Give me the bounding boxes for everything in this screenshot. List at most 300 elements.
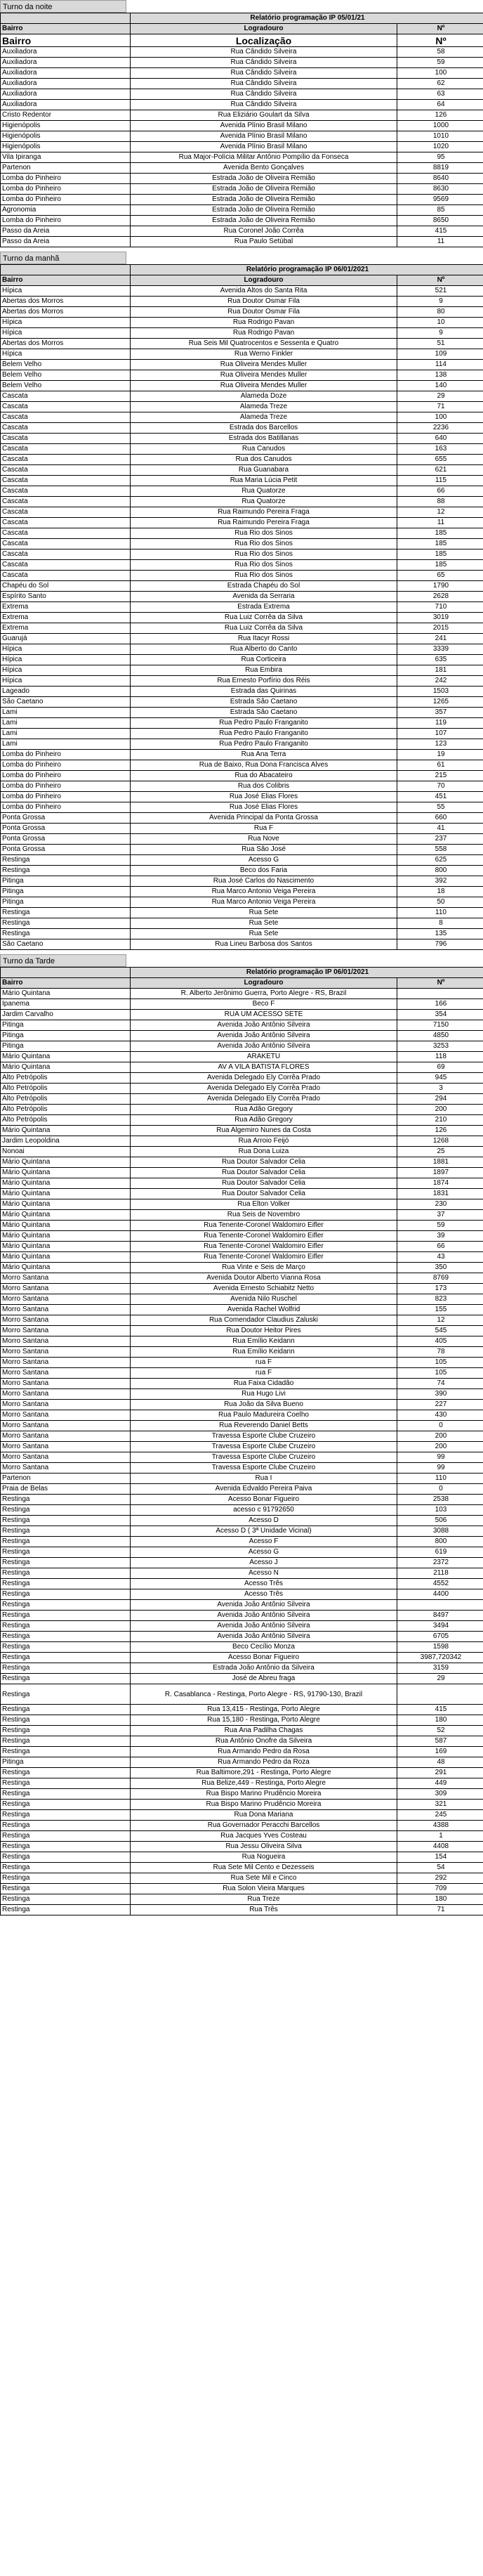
number-cell: 118 (397, 1052, 483, 1062)
logradouro-cell: ARAKETU (131, 1052, 397, 1062)
bairro-cell: Hípica (1, 349, 131, 360)
logradouro-cell: Rua Nogueira (131, 1852, 397, 1863)
number-cell: 99 (397, 1452, 483, 1463)
bairro-cell: Restinga (1, 1768, 131, 1778)
logradouro-cell: Avenida Plínio Brasil Milano (131, 142, 397, 152)
bairro-cell: Restinga (1, 908, 131, 918)
bairro-cell: Cascata (1, 423, 131, 434)
logradouro-cell: Rua Cândido Silveira (131, 68, 397, 79)
number-cell: 1881 (397, 1157, 483, 1168)
table-row (1, 1789, 483, 1800)
number-cell: 292 (397, 1873, 483, 1884)
table-row (1, 1778, 483, 1789)
logradouro-cell: Acesso N (131, 1568, 397, 1579)
bairro-cell: Restinga (1, 866, 131, 876)
table-row (1, 1210, 483, 1221)
table-row (1, 1305, 483, 1315)
bairro-cell: Lomba do Pinheiro (1, 802, 131, 813)
bairro-cell: Restinga (1, 855, 131, 866)
table-row (1, 1452, 483, 1463)
table-row (1, 613, 483, 623)
bairro-cell: Cascata (1, 539, 131, 549)
table-row (1, 1715, 483, 1726)
number-cell: 155 (397, 1305, 483, 1315)
number-cell: 294 (397, 1094, 483, 1105)
logradouro-cell: Alameda Treze (131, 412, 397, 423)
number-cell: 71 (397, 402, 483, 412)
table-row (1, 1379, 483, 1389)
table-row (1, 1516, 483, 1526)
logradouro-cell: Estrada das Quirinas (131, 687, 397, 697)
bairro-cell: Restinga (1, 1736, 131, 1747)
table-row (1, 908, 483, 918)
number-cell: 200 (397, 1105, 483, 1115)
table-row (1, 1189, 483, 1199)
table-row (1, 887, 483, 897)
bairro-cell: Morro Santana (1, 1358, 131, 1368)
logradouro-cell: Avenida João Antônio Silveira (131, 1031, 397, 1041)
bairro-cell: Restinga (1, 1778, 131, 1789)
table-row (1, 1326, 483, 1336)
table-row (1, 802, 483, 813)
number-cell: 1503 (397, 687, 483, 697)
number-cell: 2118 (397, 1568, 483, 1579)
table-row (1, 1084, 483, 1094)
logradouro-cell: José de Abreu fraga (131, 1674, 397, 1684)
number-cell: 619 (397, 1547, 483, 1558)
table-row (1, 518, 483, 528)
logradouro-cell: Rua Adão Gregory (131, 1105, 397, 1115)
number-cell: 8819 (397, 163, 483, 174)
number-cell: 25 (397, 1147, 483, 1157)
number-cell: 180 (397, 1894, 483, 1905)
bairro-cell: Lomba do Pinheiro (1, 174, 131, 184)
number-cell: 796 (397, 939, 483, 950)
logradouro-cell: Rua Rio dos Sinos (131, 571, 397, 581)
logradouro-cell: Avenida Delegado Ely Corrêa Prado (131, 1084, 397, 1094)
table-row (1, 999, 483, 1010)
table-row (1, 318, 483, 328)
table-row (1, 697, 483, 708)
logradouro-cell: Rua Embira (131, 665, 397, 676)
table-row (1, 623, 483, 634)
table-row (1, 644, 483, 655)
table-row (1, 226, 483, 237)
logradouro-cell: Rua Tenente-Coronel Waldomiro Eifler (131, 1221, 397, 1231)
bairro-cell: Restinga (1, 1863, 131, 1873)
table-row (1, 286, 483, 297)
number-cell: 88 (397, 497, 483, 507)
shift-label: Turno da noite (0, 0, 126, 13)
number-cell: 50 (397, 897, 483, 908)
bairro-cell: Restinga (1, 1800, 131, 1810)
table-row (1, 163, 483, 174)
column-header: Bairro (1, 275, 131, 286)
logradouro-cell: Rua Armando Pedro da Rosa (131, 1747, 397, 1757)
number-cell (397, 1684, 483, 1705)
table-row (1, 1052, 483, 1062)
table-row (1, 381, 483, 391)
logradouro-cell: Rua Seis de Novembro (131, 1210, 397, 1221)
bairro-cell: Restinga (1, 1905, 131, 1915)
bairro-cell: Extrema (1, 602, 131, 613)
table-row (1, 152, 483, 163)
bairro-cell: Restinga (1, 1884, 131, 1894)
number-cell: 185 (397, 549, 483, 560)
bairro-cell: Restinga (1, 1873, 131, 1884)
number-cell: 640 (397, 434, 483, 444)
bairro-cell: Auxiliadora (1, 58, 131, 68)
bairro-cell: Espírito Santo (1, 592, 131, 602)
number-cell: 321 (397, 1800, 483, 1810)
bairro-cell: Higienópolis (1, 121, 131, 131)
logradouro-cell: Estrada João de Oliveira Remião (131, 184, 397, 195)
number-cell: 180 (397, 1715, 483, 1726)
bairro-cell: Hípica (1, 665, 131, 676)
bairro-cell: Lomba do Pinheiro (1, 792, 131, 802)
table-row (1, 1484, 483, 1495)
table-row (1, 876, 483, 887)
table-row (1, 1810, 483, 1821)
logradouro-cell: rua F (131, 1368, 397, 1379)
table-row (1, 444, 483, 455)
logradouro-cell: Estrada João de Oliveira Remião (131, 205, 397, 216)
number-cell: 8 (397, 918, 483, 929)
bairro-cell: Hípica (1, 655, 131, 665)
column-header: Nº (397, 24, 483, 34)
bairro-cell: Lomba do Pinheiro (1, 216, 131, 226)
number-cell: 354 (397, 1010, 483, 1020)
number-cell: 119 (397, 718, 483, 729)
number-cell: 625 (397, 855, 483, 866)
number-cell: 110 (397, 908, 483, 918)
bairro-cell: Lami (1, 708, 131, 718)
bairro-cell: Auxiliadora (1, 47, 131, 58)
number-cell: 660 (397, 813, 483, 824)
table-row (1, 1800, 483, 1810)
number-cell: 2538 (397, 1495, 483, 1505)
bairro-cell: Restinga (1, 1653, 131, 1663)
logradouro-cell: Rua Rio dos Sinos (131, 549, 397, 560)
bairro-cell: Restinga (1, 1842, 131, 1852)
bairro-cell: Morro Santana (1, 1452, 131, 1463)
bairro-cell: Partenon (1, 1474, 131, 1484)
number-cell: 115 (397, 476, 483, 486)
number-cell: 126 (397, 1126, 483, 1136)
bairro-cell: Abertas dos Morros (1, 297, 131, 307)
logradouro-cell: Beco Cecílio Monza (131, 1642, 397, 1653)
table-row (1, 1558, 483, 1568)
table-row (1, 1905, 483, 1915)
bairro-cell: Agronomia (1, 205, 131, 216)
logradouro-cell: Rua José Elias Flores (131, 802, 397, 813)
number-cell: 37 (397, 1210, 483, 1221)
logradouro-cell: Rua Oliveira Mendes Muller (131, 381, 397, 391)
bairro-cell: Morro Santana (1, 1305, 131, 1315)
number-cell: 181 (397, 665, 483, 676)
logradouro-cell: Acesso Bonar Figueiro (131, 1653, 397, 1663)
bairro-cell: Mário Quintana (1, 1189, 131, 1199)
table-row (1, 486, 483, 497)
bairro-cell: Jardim Carvalho (1, 1010, 131, 1020)
logradouro-cell: Rua Sete Mil e Cinco (131, 1873, 397, 1884)
bairro-cell: Vila Ipiranga (1, 152, 131, 163)
table-row (1, 497, 483, 507)
table-row (1, 1347, 483, 1358)
logradouro-cell: Rua Luiz Corrêa da Silva (131, 623, 397, 634)
number-cell: 200 (397, 1431, 483, 1442)
bairro-cell: Restinga (1, 1684, 131, 1705)
logradouro-cell: Rua Sete (131, 908, 397, 918)
table-row (1, 195, 483, 205)
logradouro-cell: Rua dos Canudos (131, 455, 397, 465)
table-row (1, 1442, 483, 1452)
logradouro-cell: Rua Guanabara (131, 465, 397, 476)
bairro-cell: Mário Quintana (1, 1052, 131, 1062)
number-cell: 11 (397, 518, 483, 528)
table-row (1, 1495, 483, 1505)
number-cell: 69 (397, 1062, 483, 1073)
table-row (1, 1579, 483, 1589)
logradouro-cell: Rua Rio dos Sinos (131, 560, 397, 571)
logradouro-cell: Estrada dos Batillanas (131, 434, 397, 444)
table-row (1, 1294, 483, 1305)
bairro-cell: Morro Santana (1, 1400, 131, 1410)
table-row (1, 216, 483, 226)
table-row (1, 1199, 483, 1210)
table-row (1, 665, 483, 676)
logradouro-cell: Avenida da Serraria (131, 592, 397, 602)
number-cell: 63 (397, 89, 483, 100)
logradouro-cell: Avenida João Antônio Silveira (131, 1600, 397, 1611)
bairro-cell: Restinga (1, 1894, 131, 1905)
logradouro-cell: Rua Elton Volker (131, 1199, 397, 1210)
table-row (1, 855, 483, 866)
logradouro-cell: Rua Sete Mil Cento e Dezesseis (131, 1863, 397, 1873)
bairro-cell: Restinga (1, 1611, 131, 1621)
number-cell: 185 (397, 539, 483, 549)
bairro-cell: Pitinga (1, 897, 131, 908)
number-cell: 100 (397, 412, 483, 423)
table-row (1, 989, 483, 999)
table-row (1, 824, 483, 834)
bairro-cell: Auxiliadora (1, 89, 131, 100)
table-row (1, 771, 483, 781)
logradouro-cell: Travessa Esporte Clube Cruzeiro (131, 1452, 397, 1463)
bairro-cell: Cascata (1, 549, 131, 560)
bairro-cell: Restinga (1, 1547, 131, 1558)
number-cell: 823 (397, 1294, 483, 1305)
number-cell: 415 (397, 1705, 483, 1715)
logradouro-cell: Rua Faixa Cidadão (131, 1379, 397, 1389)
bairro-cell: Restinga (1, 1747, 131, 1757)
table-row (1, 205, 483, 216)
number-cell: 48 (397, 1757, 483, 1768)
logradouro-cell: Rua Itacyr Rossi (131, 634, 397, 644)
logradouro-cell: Alameda Doze (131, 391, 397, 402)
table-row (1, 1147, 483, 1157)
bairro-cell: Morro Santana (1, 1463, 131, 1474)
bairro-cell: Pitinga (1, 1020, 131, 1031)
logradouro-cell: Avenida Doutor Alberto Vianna Rosa (131, 1273, 397, 1284)
logradouro-cell: Rua Seis Mil Quatrocentos e Sessenta e Quatro (131, 339, 397, 349)
number-cell: 169 (397, 1747, 483, 1757)
bairro-cell: Cascata (1, 518, 131, 528)
logradouro-cell: Rua Canudos (131, 444, 397, 455)
logradouro-cell: Rua 13,415 - Restinga, Porto Alegre (131, 1705, 397, 1715)
number-cell: 123 (397, 739, 483, 750)
table-row (1, 79, 483, 89)
table-row (1, 1389, 483, 1400)
bairro-cell: Morro Santana (1, 1431, 131, 1442)
table-row (1, 1611, 483, 1621)
bairro-cell: Restinga (1, 1505, 131, 1516)
table-row (1, 1073, 483, 1084)
logradouro-cell: Rua Ana Padilha Chagas (131, 1726, 397, 1736)
table-row (1, 1284, 483, 1294)
table-row (1, 1041, 483, 1052)
logradouro-cell: Rua João da Silva Bueno (131, 1400, 397, 1410)
table-row (1, 237, 483, 247)
number-cell: 66 (397, 486, 483, 497)
bairro-cell: Restinga (1, 1715, 131, 1726)
number-cell: 1790 (397, 581, 483, 592)
table-row (1, 465, 483, 476)
table-row (1, 834, 483, 845)
logradouro-cell: Rua Maria Lúcia Petit (131, 476, 397, 486)
table-row (1, 1062, 483, 1073)
logradouro-cell: Rua Reverendo Daniel Betts (131, 1421, 397, 1431)
bairro-cell: Hípica (1, 328, 131, 339)
number-cell: 29 (397, 1674, 483, 1684)
number-cell: 140 (397, 381, 483, 391)
logradouro-cell: Avenida João Antônio Silveira (131, 1020, 397, 1031)
bairro-cell: Mário Quintana (1, 1231, 131, 1242)
report-title-row (1, 13, 483, 24)
logradouro-cell: Avenida João Antônio Silveira (131, 1041, 397, 1052)
bairro-cell: Alto Petrópolis (1, 1115, 131, 1126)
number-cell (397, 989, 483, 999)
bairro-cell: Morro Santana (1, 1389, 131, 1400)
table-row (1, 1873, 483, 1884)
logradouro-cell: Rua Dona Luiza (131, 1147, 397, 1157)
bairro-cell: Cascata (1, 571, 131, 581)
number-cell: 3159 (397, 1663, 483, 1674)
subheader-cell: Localização (131, 34, 397, 47)
table-row (1, 528, 483, 539)
bairro-cell: Auxiliadora (1, 79, 131, 89)
bairro-cell: Hípica (1, 676, 131, 687)
number-cell: 109 (397, 349, 483, 360)
number-cell: 39 (397, 1231, 483, 1242)
bairro-cell: Cascata (1, 444, 131, 455)
logradouro-cell: Avenida Principal da Ponta Grossa (131, 813, 397, 824)
bairro-cell: Restinga (1, 1726, 131, 1736)
bairro-cell: Praia de Belas (1, 1484, 131, 1495)
table-row (1, 929, 483, 939)
table-row (1, 100, 483, 110)
logradouro-cell: Rua Pedro Paulo Franganito (131, 729, 397, 739)
number-cell: 80 (397, 307, 483, 318)
number-cell: 200 (397, 1442, 483, 1452)
logradouro-cell: Rua Major-Polícia Militar Antônio Pompílio da Fonseca (131, 152, 397, 163)
shift-label: Turno da Tarde (0, 954, 126, 967)
table-row (1, 328, 483, 339)
bairro-cell: Nonoai (1, 1147, 131, 1157)
logradouro-cell: Rua Doutor Salvador Celia (131, 1189, 397, 1199)
bairro-cell: Mário Quintana (1, 1126, 131, 1136)
number-cell: 154 (397, 1852, 483, 1863)
bairro-cell: Cascata (1, 412, 131, 423)
number-cell: 3494 (397, 1621, 483, 1632)
number-cell (397, 1600, 483, 1611)
bairro-cell: Cascata (1, 465, 131, 476)
table-row (1, 1463, 483, 1474)
table-row (1, 655, 483, 665)
logradouro-cell: Avenida Delegado Ely Corrêa Prado (131, 1073, 397, 1084)
bairro-cell: Abertas dos Morros (1, 307, 131, 318)
logradouro-cell: Estrada Extrema (131, 602, 397, 613)
number-cell: 215 (397, 771, 483, 781)
table-row (1, 1884, 483, 1894)
bairro-cell: Morro Santana (1, 1379, 131, 1389)
number-cell: 64 (397, 100, 483, 110)
logradouro-cell: Rua Doutor Salvador Celia (131, 1157, 397, 1168)
table-row (1, 549, 483, 560)
logradouro-cell: Rua Doutor Salvador Celia (131, 1168, 397, 1178)
logradouro-cell: Estrada dos Barcellos (131, 423, 397, 434)
column-header-row (1, 978, 483, 989)
number-cell: 237 (397, 834, 483, 845)
report-table (0, 264, 483, 950)
bairro-cell: Cascata (1, 402, 131, 412)
logradouro-cell: Rua Nove (131, 834, 397, 845)
bairro-cell: Restinga (1, 1558, 131, 1568)
table-row (1, 1547, 483, 1558)
table-row (1, 412, 483, 423)
number-cell: 41 (397, 824, 483, 834)
bairro-cell: Cascata (1, 434, 131, 444)
logradouro-cell: Rua Baltimore,291 - Restinga, Porto Alegre (131, 1768, 397, 1778)
bairro-cell: Ponta Grossa (1, 845, 131, 855)
bairro-cell: Cascata (1, 497, 131, 507)
table-row (1, 370, 483, 381)
bairro-cell: Mário Quintana (1, 1252, 131, 1263)
bairro-cell: Partenon (1, 163, 131, 174)
report-title-row (1, 968, 483, 978)
table-row (1, 1663, 483, 1674)
table-row (1, 455, 483, 465)
logradouro-cell: Acesso Bonar Figueiro (131, 1495, 397, 1505)
table-row (1, 89, 483, 100)
number-cell: 2015 (397, 623, 483, 634)
table-row (1, 184, 483, 195)
number-cell: 61 (397, 760, 483, 771)
bairro-cell: Morro Santana (1, 1442, 131, 1452)
logradouro-cell: Rua Quatorze (131, 497, 397, 507)
logradouro-cell: Rua Três (131, 1905, 397, 1915)
bairro-cell: Extrema (1, 613, 131, 623)
number-cell: 945 (397, 1073, 483, 1084)
logradouro-cell: Rua Coronel João Corrêa (131, 226, 397, 237)
number-cell: 4850 (397, 1031, 483, 1041)
number-cell: 0 (397, 1484, 483, 1495)
bairro-cell: Cristo Redentor (1, 110, 131, 121)
table-row (1, 1020, 483, 1031)
table-row (1, 1632, 483, 1642)
table-row (1, 1252, 483, 1263)
number-cell: 635 (397, 655, 483, 665)
